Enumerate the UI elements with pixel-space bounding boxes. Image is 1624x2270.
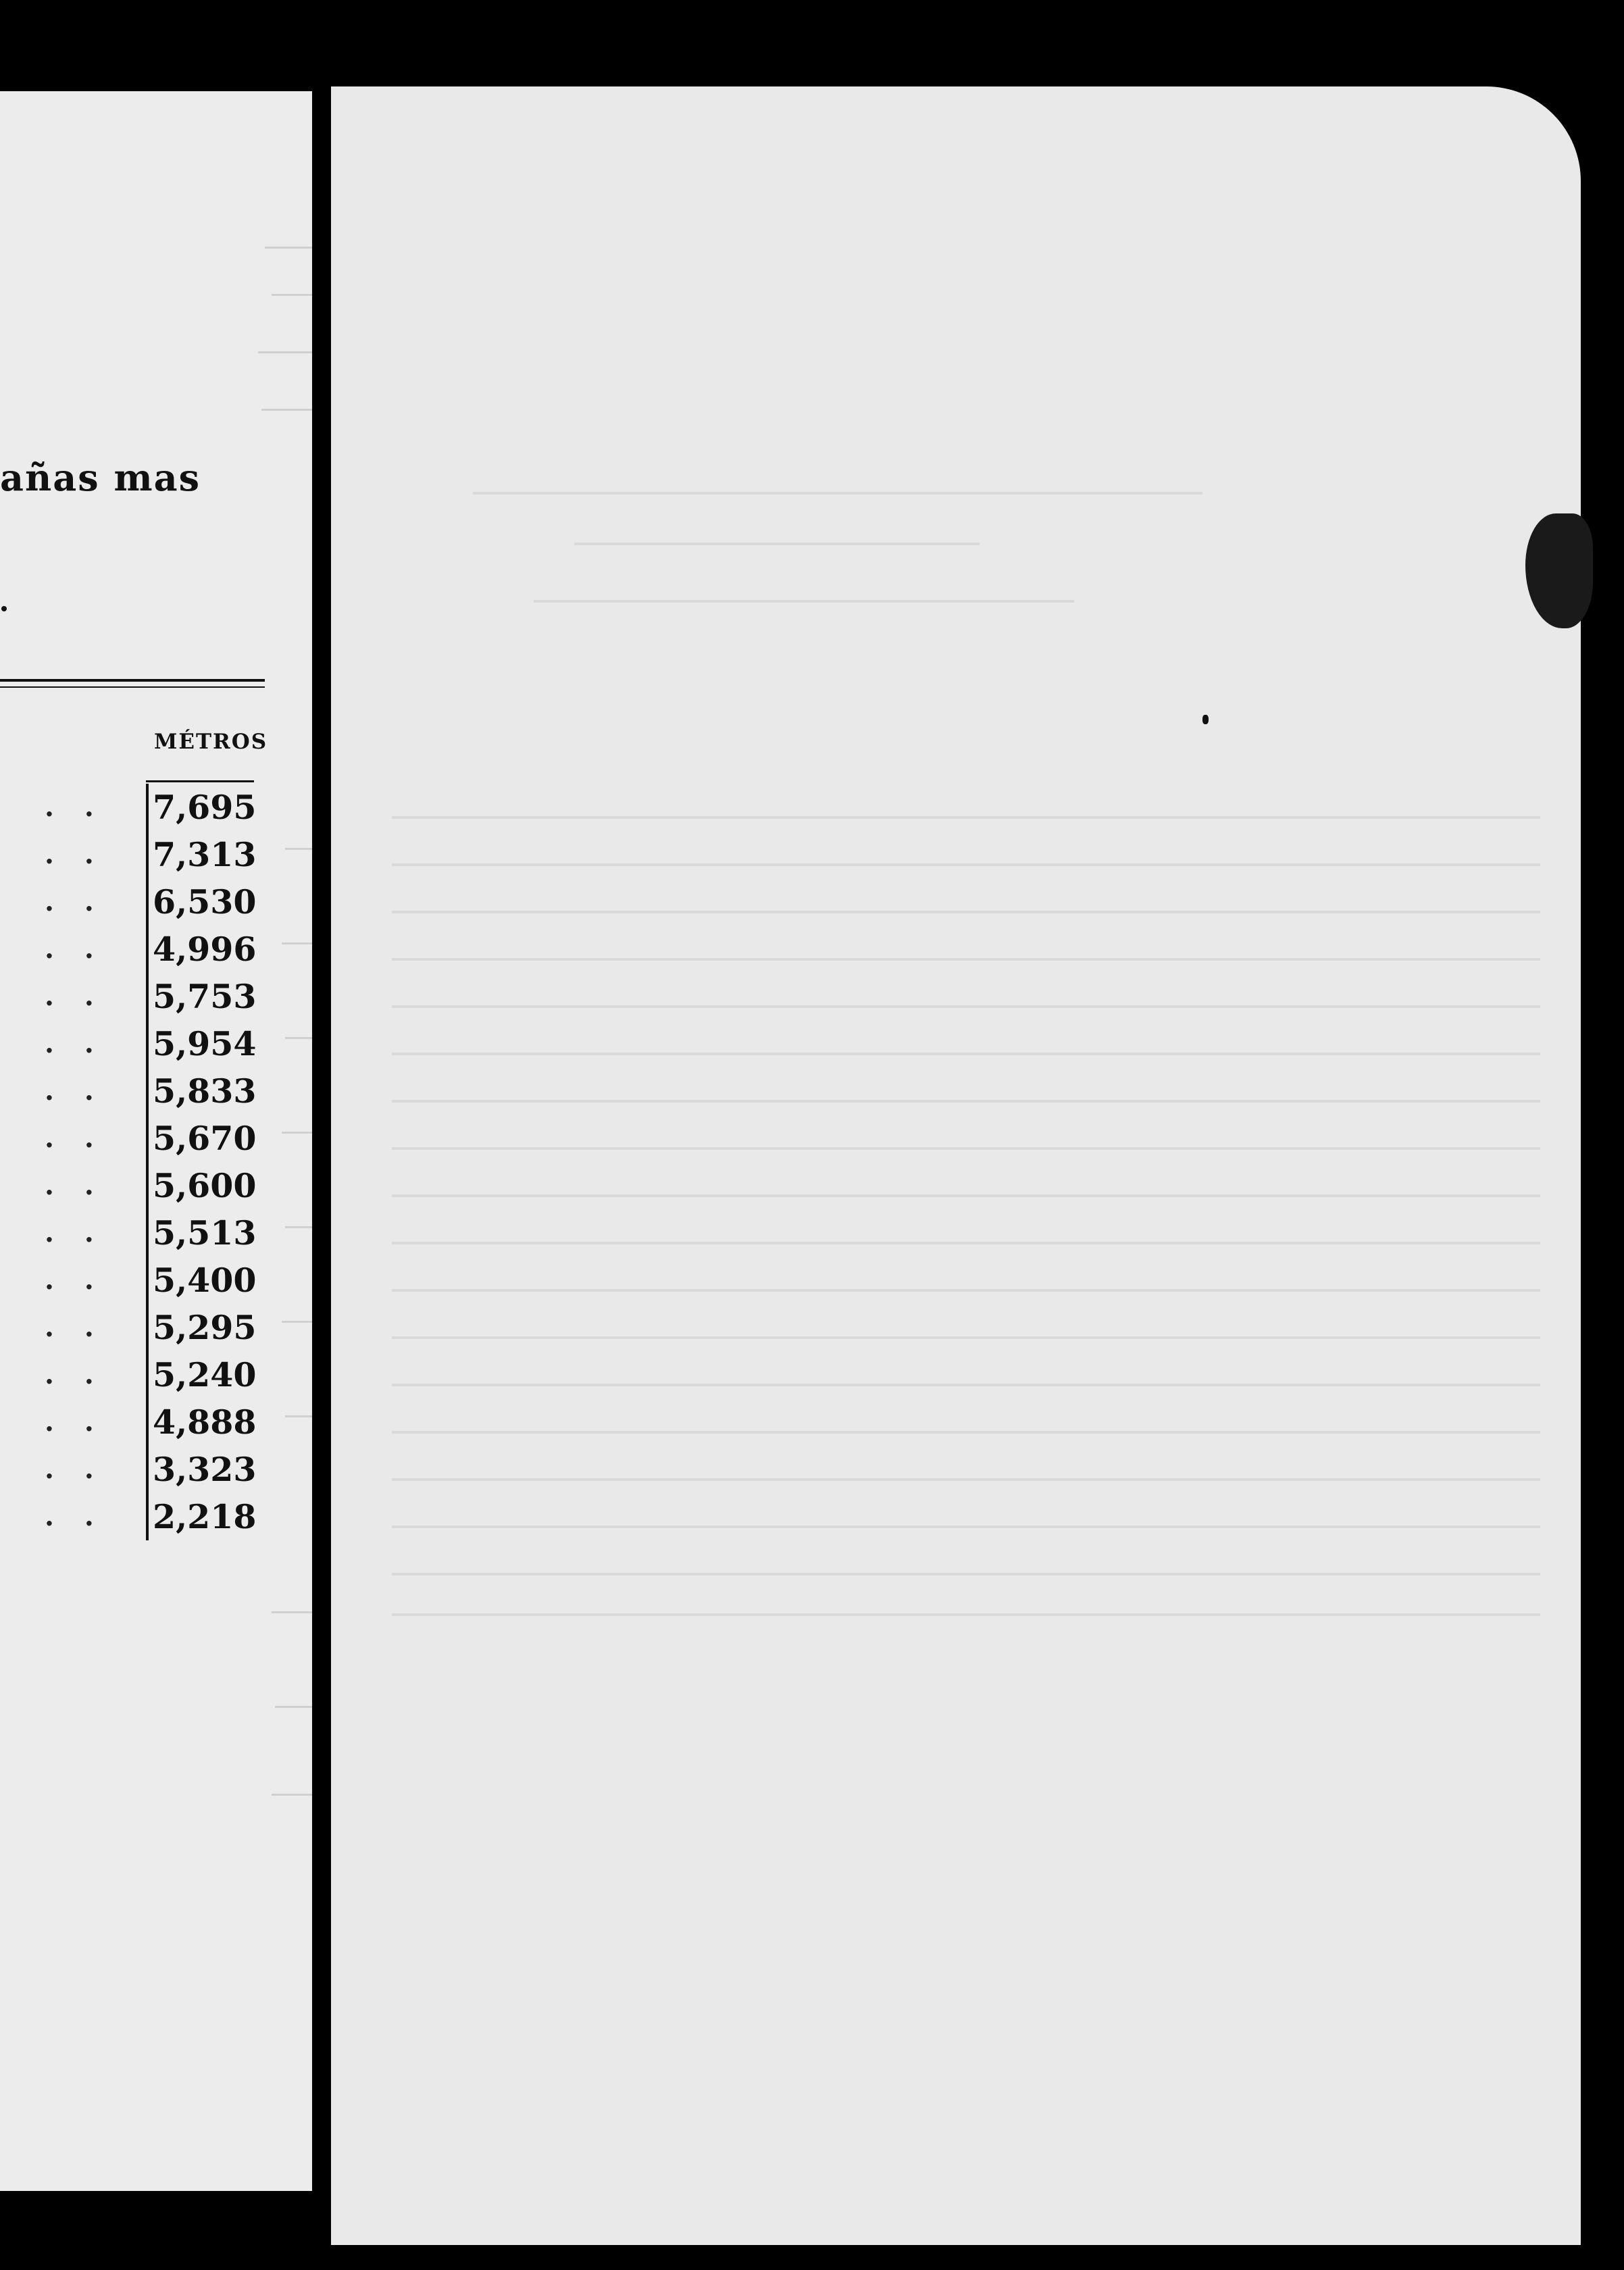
bleed-through-line: [392, 1005, 1540, 1008]
table-row: .. 5,600: [45, 1166, 257, 1205]
bleed-through-line: [285, 1415, 312, 1417]
bleed-through-line: [275, 1706, 312, 1708]
table-row: .. 3,323: [45, 1450, 257, 1489]
altitude-value: 5,833: [153, 1071, 257, 1111]
table-row: .. 5,954: [45, 1024, 257, 1063]
altitude-value: 5,753: [153, 977, 257, 1016]
values-column: [45, 784, 257, 1540]
period-mark: [1, 606, 7, 611]
bleed-through-line: [392, 863, 1540, 866]
table-rule-top-thin: [0, 686, 265, 688]
table-row: .. 7,313: [45, 835, 257, 874]
altitude-value: 5,600: [153, 1166, 257, 1205]
bleed-through-line: [392, 958, 1540, 961]
bleed-through-line: [392, 1336, 1540, 1339]
ink-speck: [1202, 715, 1209, 724]
right-page-blank: [331, 86, 1581, 2245]
bleed-through-line: [392, 1289, 1540, 1292]
altitude-value: 3,323: [153, 1450, 257, 1489]
bleed-through-line: [265, 247, 312, 249]
bleed-through-line: [272, 294, 312, 296]
altitude-value: 5,954: [153, 1024, 257, 1063]
bleed-through-line: [392, 1384, 1540, 1386]
altitude-value: 5,513: [153, 1213, 257, 1253]
altitude-value: 6,530: [153, 882, 257, 922]
bleed-through-line: [272, 1794, 312, 1796]
bleed-through-line: [534, 600, 1074, 603]
altitude-value: 5,240: [153, 1355, 257, 1394]
table-row: .. 5,400: [45, 1261, 257, 1300]
table-row: .. 5,295: [45, 1308, 257, 1347]
table-row: .. 7,695: [45, 788, 257, 827]
table-row: .. 5,513: [45, 1213, 257, 1253]
bleed-through-line: [392, 1478, 1540, 1481]
bleed-through-line: [258, 351, 312, 353]
table-row: .. 5,833: [45, 1071, 257, 1111]
table-row: .. 5,753: [45, 977, 257, 1016]
bleed-through-line: [392, 1613, 1540, 1616]
table-row: .. 6,530: [45, 882, 257, 922]
altitude-value: 5,400: [153, 1261, 257, 1300]
bleed-through-line: [574, 543, 980, 545]
altitude-value: 7,313: [153, 835, 257, 874]
table-rule-top: [0, 679, 265, 682]
bleed-through-line: [392, 1525, 1540, 1528]
bleed-through-line: [282, 1132, 312, 1134]
bleed-through-line: [261, 409, 312, 411]
page-gutter: [312, 0, 331, 2270]
altitude-value: 4,996: [153, 930, 257, 969]
bleed-through-line: [392, 816, 1540, 819]
bleed-through-line: [473, 492, 1202, 495]
bleed-through-line: [285, 848, 312, 850]
bleed-through-line: [392, 1194, 1540, 1197]
bleed-through-line: [392, 1053, 1540, 1055]
bleed-through-line: [285, 1226, 312, 1228]
left-page: [0, 91, 312, 2191]
altitude-value: 7,695: [153, 788, 257, 827]
column-header-metros: MÉTROS: [154, 730, 268, 754]
bleed-through-line: [282, 1321, 312, 1323]
bleed-through-line: [392, 1431, 1540, 1434]
altitude-value: 5,670: [153, 1119, 257, 1158]
table-row: .. 2,218: [45, 1497, 257, 1536]
altitude-value: 4,888: [153, 1403, 257, 1442]
bleed-through-line: [282, 942, 312, 944]
table-row: .. 5,240: [45, 1355, 257, 1394]
bleed-through-line: [285, 1037, 312, 1039]
altitude-value: 2,218: [153, 1497, 257, 1536]
table-row: .. 4,996: [45, 930, 257, 969]
table-row: .. 5,670: [45, 1119, 257, 1158]
bleed-through-line: [392, 911, 1540, 913]
bleed-through-line: [392, 1573, 1540, 1575]
table-row: .. 4,888: [45, 1403, 257, 1442]
altitude-value: 5,295: [153, 1308, 257, 1347]
bleed-through-line: [392, 1242, 1540, 1244]
bleed-through-line: [272, 1611, 312, 1613]
column-header-rule: [146, 780, 254, 782]
bleed-through-line: [392, 1147, 1540, 1150]
bleed-through-line: [392, 1100, 1540, 1103]
heading-fragment: añas mas: [0, 456, 201, 499]
